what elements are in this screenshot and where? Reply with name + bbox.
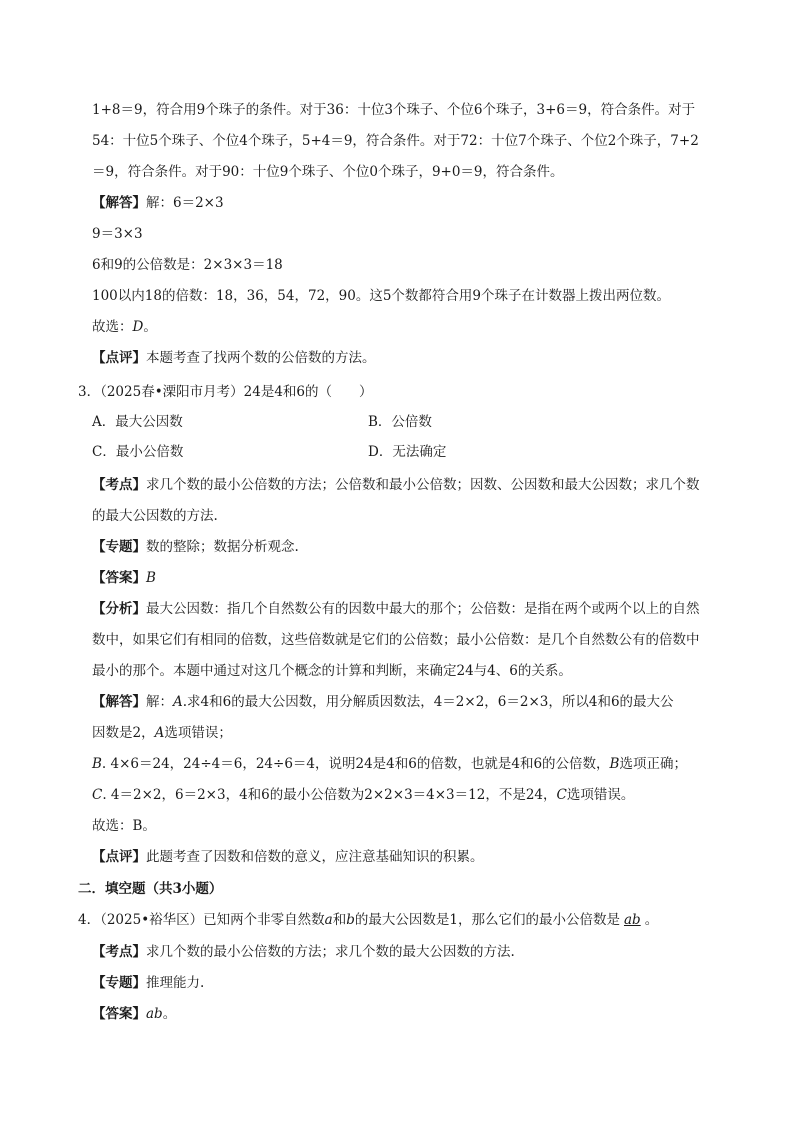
choice-line	[92, 317, 157, 337]
kaodian-tag: 【考点】	[92, 944, 146, 960]
fenxi-tag: 【分析】	[92, 601, 146, 617]
zhuanti-block	[92, 537, 299, 557]
jieda-text: . 4×6＝24，24÷4＝6，24÷6＝4，说明24是4和6的倍数，也就是4和6的公倍数，	[101, 756, 610, 772]
zhuanti-tag: 【专题】	[92, 539, 146, 555]
question-3-stem: 3．（2025春•溧阳市月考）24是4和6的（ ）	[78, 384, 373, 400]
fenxi-line-2: 数中，如果它们有相同的倍数，这些倍数就是它们的公倍数；最小公倍数：是几个自然数公有的倍数中	[92, 632, 700, 648]
solution-step: 6和9的公倍数是：2×3×3＝18	[92, 257, 283, 273]
jieda-text: 因数是2，	[92, 725, 155, 741]
zhuanti-tag: 【专题】	[92, 975, 146, 991]
variable-a: a	[324, 912, 333, 928]
choice-suffix: 。	[143, 319, 157, 335]
stem-text: 的最大公因数是1，那么它们的最小公倍数是	[354, 912, 620, 928]
answer-text: B	[146, 570, 156, 586]
jieda-text: 选项正确；	[619, 756, 687, 772]
stem-text: 和	[332, 912, 347, 928]
jieda-text: 解：	[146, 694, 173, 710]
jieda-line-3	[92, 754, 687, 774]
jieda-block	[92, 692, 674, 712]
jieda-text: 选项错误。	[566, 787, 635, 803]
answer-block	[92, 1004, 176, 1024]
kaodian-text: 求几个数的最小公倍数的方法；公倍数和最小公倍数；因数、公因数和最大公因数；求几个数	[146, 477, 700, 493]
answer-suffix: 。	[162, 1006, 177, 1022]
jieda-option-letter: A	[154, 725, 165, 741]
solution-step: 100以内18的倍数：18，36，54，72，90。这5个数都符合用9个珠子在计数器上拨出两位数。	[92, 288, 671, 304]
jieda-option-letter: A	[173, 694, 183, 710]
zhuanti-text: 数的整除；数据分析观念.	[146, 539, 299, 555]
kaodian-text: 求几个数的最小公倍数的方法；求几个数的最大公因数的方法.	[146, 944, 515, 960]
solution-text: 解：6＝2×3	[146, 195, 224, 211]
option-a: A．最大公因数	[92, 414, 183, 430]
comment-block	[92, 348, 376, 368]
jieda-option-letter: C	[556, 787, 567, 803]
solution-tag: 【解答】	[92, 195, 146, 211]
kaodian-block	[92, 942, 515, 962]
fill-blank-answer: ab	[623, 912, 641, 928]
comment-block	[92, 847, 484, 867]
analysis-line-2: 54：十位5个珠子、个位4个珠子，5+4＝9，符合条件。对于72：十位7个珠子、个位2个珠子，7+2	[92, 133, 699, 149]
choice-prefix: 故选：	[92, 319, 133, 335]
variable-b: b	[346, 912, 355, 928]
fenxi-line-3: 最小的那个。本题中通过对这几个概念的计算和判断，来确定24与4、6的关系。	[92, 663, 572, 679]
jieda-line-2	[92, 723, 232, 743]
choice-line: 故选：B。	[92, 818, 156, 834]
comment-text: 此题考查了因数和倍数的意义，应注意基础知识的积累。	[146, 849, 484, 865]
fenxi-block	[92, 599, 700, 619]
question-4-stem	[78, 910, 658, 930]
kaodian-tag: 【考点】	[92, 477, 146, 493]
option-b: B．公倍数	[368, 414, 432, 430]
stem-text: 。	[644, 912, 659, 928]
answer-tag: 【答案】	[92, 1006, 146, 1022]
solution-block	[92, 193, 224, 213]
answer-block	[92, 568, 156, 588]
jieda-tag: 【解答】	[92, 694, 146, 710]
jieda-option-letter: B	[92, 756, 102, 772]
comment-text: 本题考查了找两个数的公倍数的方法。	[146, 350, 376, 366]
fenxi-text: 最大公因数：指几个自然数公有的因数中最大的那个；公倍数：是指在两个或两个以上的自然	[146, 601, 700, 617]
choice-answer: D	[132, 319, 144, 335]
jieda-option-letter: B	[609, 756, 620, 772]
kaodian-block	[92, 475, 700, 495]
comment-tag: 【点评】	[92, 849, 146, 865]
analysis-line-1: 1+8＝9，符合用9个珠子的条件。对于36：十位3个珠子、个位6个珠子，3+6＝9，符合条件。对于	[92, 102, 696, 118]
answer-text: ab	[146, 1006, 163, 1022]
stem-text: 4．（2025•裕华区）已知两个非零自然数	[78, 912, 325, 928]
kaodian-line-2: 的最大公因数的方法.	[92, 508, 218, 524]
solution-step: 9＝3×3	[92, 226, 143, 242]
option-d: D．无法确定	[368, 444, 447, 460]
jieda-text: . 4＝2×2，6＝2×3，4和6的最小公倍数为2×2×3＝4×3＝12，不是24，	[102, 787, 557, 803]
zhuanti-text: 推理能力.	[146, 975, 205, 991]
option-c: C．最小公倍数	[92, 444, 184, 460]
jieda-text: 选项错误；	[164, 725, 232, 741]
jieda-option-letter: C	[92, 787, 103, 803]
section-heading: 二．填空题（共3小题）	[78, 881, 223, 897]
jieda-line-4	[92, 785, 634, 805]
answer-tag: 【答案】	[92, 570, 146, 586]
analysis-line-3: ＝9，符合条件。对于90：十位9个珠子、个位0个珠子，9+0＝9，符合条件。	[92, 164, 564, 180]
jieda-text: .求4和6的最大公因数，用分解质因数法，4＝2×2，6＝2×3，所以4和6的最大公	[182, 694, 674, 710]
comment-tag: 【点评】	[92, 350, 146, 366]
zhuanti-block	[92, 973, 204, 993]
